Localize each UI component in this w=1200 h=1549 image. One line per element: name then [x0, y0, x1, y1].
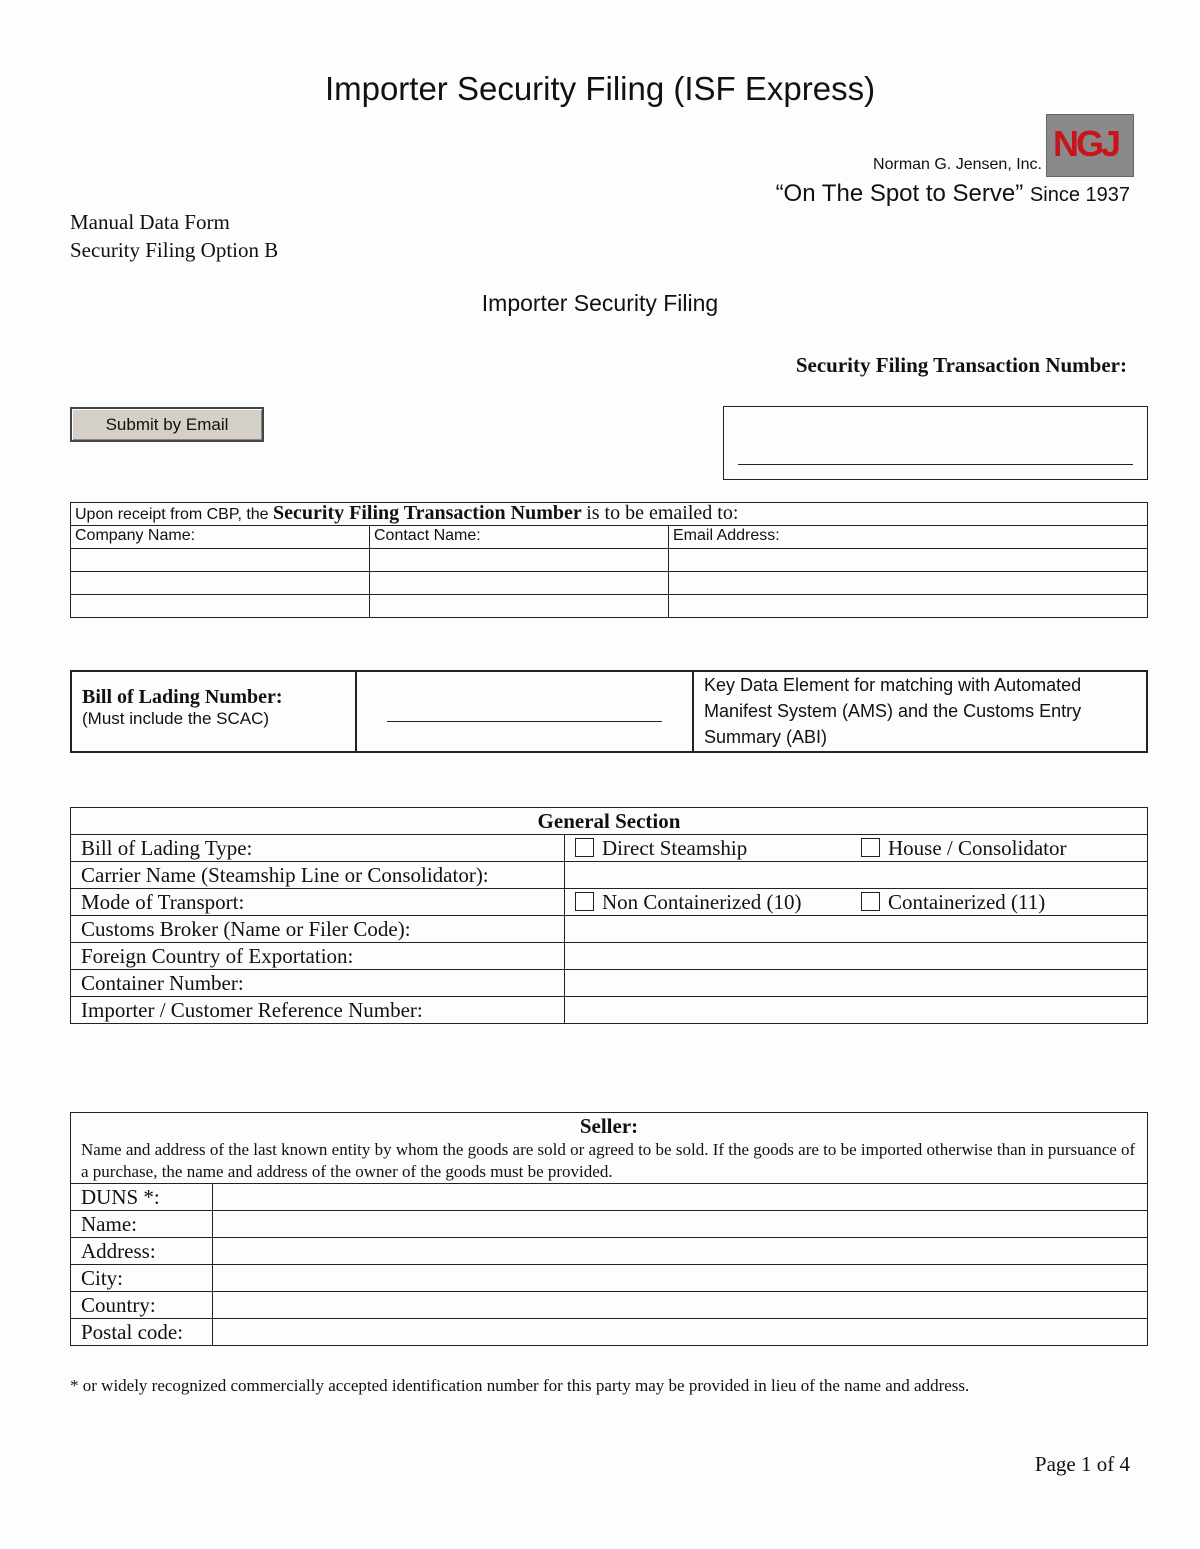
- email-field[interactable]: [669, 549, 1148, 572]
- non-containerized-label: Non Containerized (10): [602, 890, 802, 914]
- house-consolidator-label: House / Consolidator: [888, 836, 1067, 860]
- contact-name-field[interactable]: [370, 572, 669, 595]
- company-logo: [1046, 114, 1134, 177]
- company-name: Norman G. Jensen, Inc.: [873, 156, 1042, 173]
- seller-country-label: Country:: [71, 1292, 213, 1319]
- sftn-input[interactable]: [723, 406, 1148, 480]
- company-name-field[interactable]: [71, 595, 370, 618]
- seller-description: Name and address of the last known entity by whom the goods are sold or agreed to be sold. If the goods are to be imported otherwise than in pursuance of a purchase, the name and address of the owner of the goods must be provided.: [81, 1140, 1136, 1181]
- seller-table: [70, 1112, 1148, 1346]
- container-number-field[interactable]: [565, 970, 1148, 997]
- checkbox-icon[interactable]: [575, 838, 594, 857]
- bol-label-cell: [71, 671, 356, 752]
- export-country-field[interactable]: [565, 943, 1148, 970]
- export-country-label: Foreign Country of Exportation:: [71, 943, 565, 970]
- email-field[interactable]: [669, 572, 1148, 595]
- containerized-label: Containerized (11): [888, 890, 1046, 914]
- table-row: [71, 572, 1148, 595]
- seller-name-field[interactable]: [213, 1211, 1148, 1238]
- seller-header: [71, 1113, 1148, 1184]
- checkbox-icon[interactable]: [861, 838, 880, 857]
- bol-underline: [387, 721, 662, 722]
- contact-intro-suffix: is to be emailed to:: [586, 502, 739, 524]
- table-row: [71, 549, 1148, 572]
- bol-type-label: Bill of Lading Type:: [71, 835, 565, 862]
- contact-name-field[interactable]: [370, 549, 669, 572]
- bol-table: [70, 670, 1148, 753]
- seller-name-label: Name:: [71, 1211, 213, 1238]
- sftn-label: Security Filing Transaction Number:: [795, 353, 1127, 377]
- house-consolidator-option[interactable]: [861, 835, 1067, 861]
- non-containerized-option[interactable]: [575, 890, 801, 914]
- form-name: Manual Data Form: [70, 210, 230, 234]
- seller-postal-field[interactable]: [213, 1319, 1148, 1346]
- carrier-name-label: Carrier Name (Steamship Line or Consolidator):: [71, 862, 565, 889]
- mode-of-transport-label: Mode of Transport:: [71, 889, 565, 916]
- customs-broker-field[interactable]: [565, 916, 1148, 943]
- general-section-table: [70, 807, 1148, 1024]
- table-row: [71, 595, 1148, 618]
- bol-key-note: Key Data Element for matching with Automated Manifest System (AMS) and the Customs Entry Summary (ABI): [693, 671, 1147, 752]
- company-name-field[interactable]: [71, 572, 370, 595]
- email-field[interactable]: [669, 595, 1148, 618]
- contact-intro-bold: Security Filing Transaction Number: [273, 502, 582, 524]
- col-contact-name: Contact Name:: [370, 526, 669, 549]
- checkbox-icon[interactable]: [575, 892, 594, 911]
- reference-number-label: Importer / Customer Reference Number:: [71, 997, 565, 1024]
- seller-city-label: City:: [71, 1265, 213, 1292]
- seller-country-field[interactable]: [213, 1292, 1148, 1319]
- tagline-text: “On The Spot to Serve”: [775, 180, 1024, 207]
- seller-address-label: Address:: [71, 1238, 213, 1265]
- contact-intro-prefix: Upon receipt from CBP, the: [75, 506, 269, 523]
- submit-by-email-button[interactable]: Submit by Email: [70, 407, 264, 442]
- reference-number-field[interactable]: [565, 997, 1148, 1024]
- contact-name-field[interactable]: [370, 595, 669, 618]
- since-text: Since 1937: [1029, 184, 1130, 206]
- company-name-field[interactable]: [71, 549, 370, 572]
- mode-of-transport-options: [565, 889, 1148, 916]
- container-number-label: Container Number:: [71, 970, 565, 997]
- page-number: Page 1 of 4: [1034, 1452, 1130, 1476]
- form-option: Security Filing Option B: [70, 238, 279, 262]
- contact-intro: [71, 503, 1148, 526]
- bol-subtext: (Must include the SCAC): [82, 709, 270, 728]
- sftn-underline: [738, 464, 1133, 465]
- form-subtitle: Importer Security Filing: [481, 290, 719, 316]
- seller-postal-label: Postal code:: [71, 1319, 213, 1346]
- tagline: [776, 180, 1130, 208]
- bol-input[interactable]: [356, 671, 693, 752]
- bol-label: Bill of Lading Number:: [82, 686, 283, 708]
- customs-broker-label: Customs Broker (Name or Filer Code):: [71, 916, 565, 943]
- duns-field[interactable]: [213, 1184, 1148, 1211]
- seller-title: Seller:: [579, 1114, 639, 1138]
- checkbox-icon[interactable]: [861, 892, 880, 911]
- logo-text: NGJ: [1053, 123, 1119, 164]
- footnote: * or widely recognized commercially accepted identification number for this party may be provided in lieu of the name and address.: [70, 1376, 970, 1395]
- carrier-name-field[interactable]: [565, 862, 1148, 889]
- col-email-address: Email Address:: [669, 526, 1148, 549]
- general-section-title: General Section: [71, 808, 1148, 835]
- seller-city-field[interactable]: [213, 1265, 1148, 1292]
- duns-label: DUNS *:: [71, 1184, 213, 1211]
- direct-steamship-label: Direct Steamship: [602, 836, 748, 860]
- contact-table: [70, 502, 1148, 618]
- containerized-option[interactable]: [861, 889, 1045, 915]
- col-company-name: Company Name:: [71, 526, 370, 549]
- page-title: Importer Security Filing (ISF Express): [324, 70, 876, 107]
- bol-type-options: [565, 835, 1148, 862]
- seller-address-field[interactable]: [213, 1238, 1148, 1265]
- direct-steamship-option[interactable]: [575, 836, 747, 860]
